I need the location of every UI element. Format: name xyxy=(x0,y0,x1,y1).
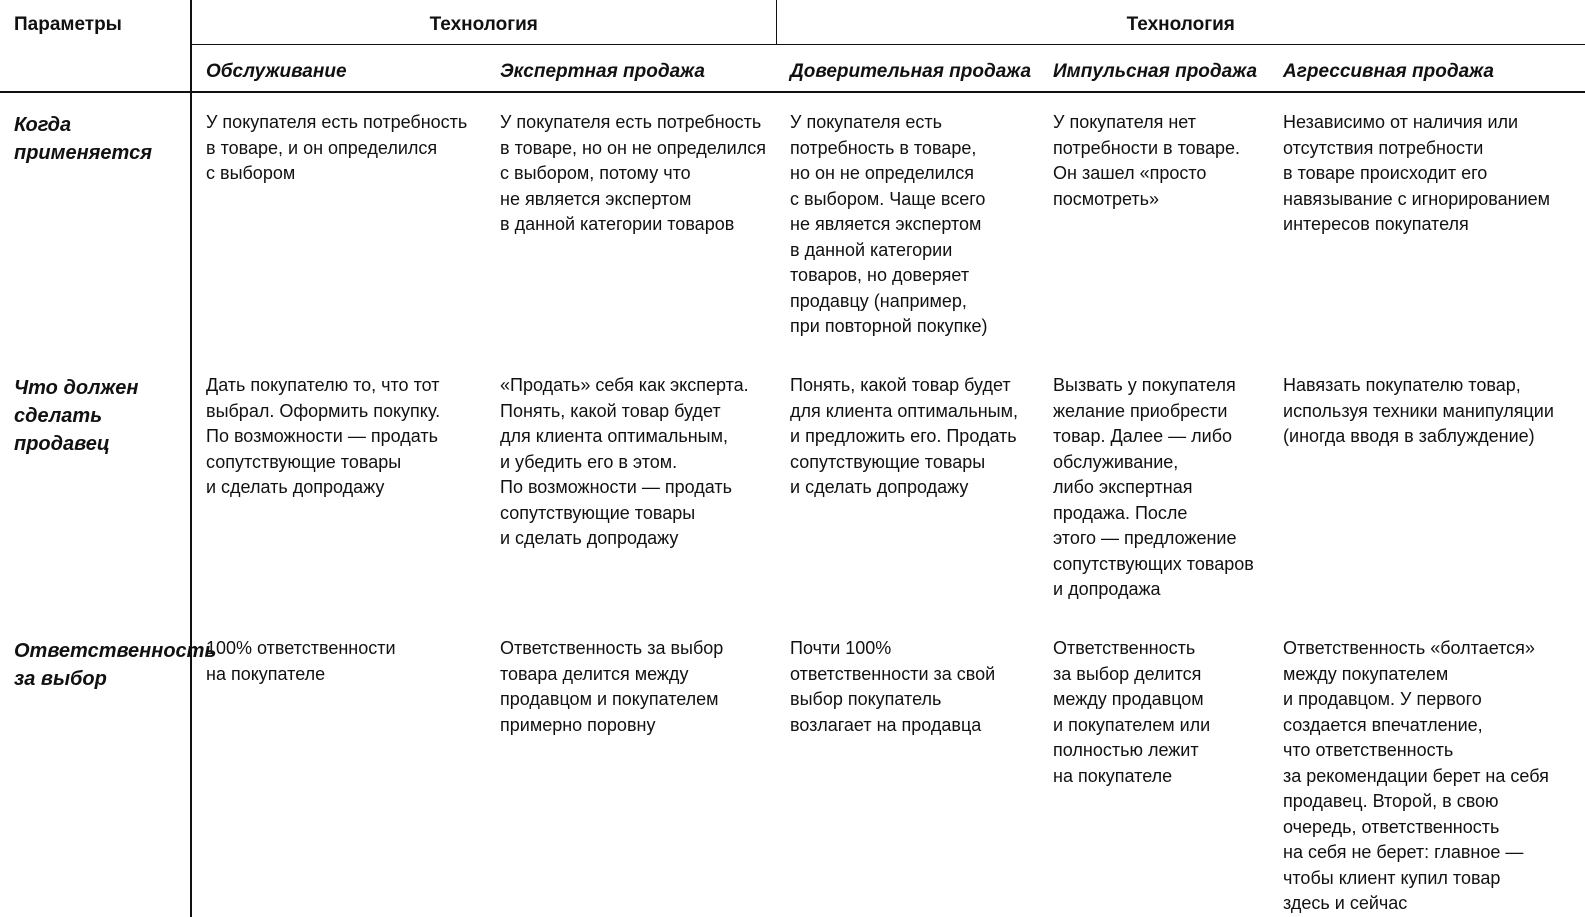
table-cell: У покупателя нет потребности в товаре. Он зашел «просто посмотреть» xyxy=(1053,112,1241,209)
table-cell: Ответственность за выбор товара делится между продавцом и покупателем примерно поровну xyxy=(500,638,724,735)
column-header-aggressive-sale: Агрессивная продажа xyxy=(1269,44,1585,92)
column-header-service: Обслуживание xyxy=(191,44,486,92)
table-cell: У покупателя есть потребность в товаре, но он не определился с выбором. Чаще всего не является экспертом в данной категории товаров, но доверяет продавцу (например, при повторной покупке) xyxy=(790,112,988,336)
table-cell: Почти 100% ответственности за свой выбор покупатель возлагает на продавца xyxy=(790,638,996,735)
column-header-trust-sale: Доверительная продажа xyxy=(776,44,1039,92)
row-header-when-applied: Когда применяется xyxy=(0,92,191,356)
table-cell: Ответственность «болтается» между покупателем и продавцом. У первого создается впечатление, что ответственность за рекомендации берет на себя продавец. Второй, в свою очередь, ответственность на себя не берет: главное — чтобы клиент купил товар здесь и сейчас xyxy=(1283,638,1549,913)
table-row xyxy=(0,356,1585,619)
table-cell: У покупателя есть потребность в товаре, и он определился с выбором xyxy=(206,112,468,183)
table-cell: Независимо от наличия или отсутствия потребности в товаре происходит его навязывание с игнорированием интересов покупателя xyxy=(1283,112,1551,234)
row-header-seller-action: Что должен сделать продавец xyxy=(0,356,191,619)
column-header-impulse-sale: Импульсная продажа xyxy=(1039,44,1269,92)
table-cell: Дать покупателю то, что тот выбрал. Оформить покупку. По возможности — продать сопутствующие товары и сделать допродажу xyxy=(206,375,441,497)
technology-group-header-right: Технология xyxy=(776,0,1585,44)
table-cell: У покупателя есть потребность в товаре, но он не определился с выбором, потому что не является экспертом в данной категории товаров xyxy=(500,112,766,234)
table-cell: Вызвать у покупателя желание приобрести товар. Далее — либо обслуживание, либо экспертная продажа. После этого — предложение сопутствующих товаров и допродажа xyxy=(1053,375,1254,599)
params-header: Параметры xyxy=(0,0,191,92)
table-row xyxy=(0,92,1585,356)
table-cell: «Продать» себя как эксперта. Понять, какой товар будет для клиента оптимальным, и убедить его в этом. По возможности — продать сопутствующие товары и сделать допродажу xyxy=(500,375,749,548)
column-header-expert-sale: Экспертная продажа xyxy=(486,44,776,92)
row-header-responsibility: Ответственность за выбор xyxy=(0,619,191,917)
table-cell: Понять, какой товар будет для клиента оптимальным, и предложить его. Продать сопутствующие товары и сделать допродажу xyxy=(790,375,1018,497)
table-cell: 100% ответственности на покупателе xyxy=(206,638,396,684)
table-cell: Навязать покупателю товар, используя техники манипуляции (иногда вводя в заблуждение) xyxy=(1283,375,1554,446)
table-cell: Ответственность за выбор делится между продавцом и покупателем или полностью лежит на покупателе xyxy=(1053,638,1211,786)
technology-group-header-left: Технология xyxy=(191,0,776,44)
table-row xyxy=(0,619,1585,917)
